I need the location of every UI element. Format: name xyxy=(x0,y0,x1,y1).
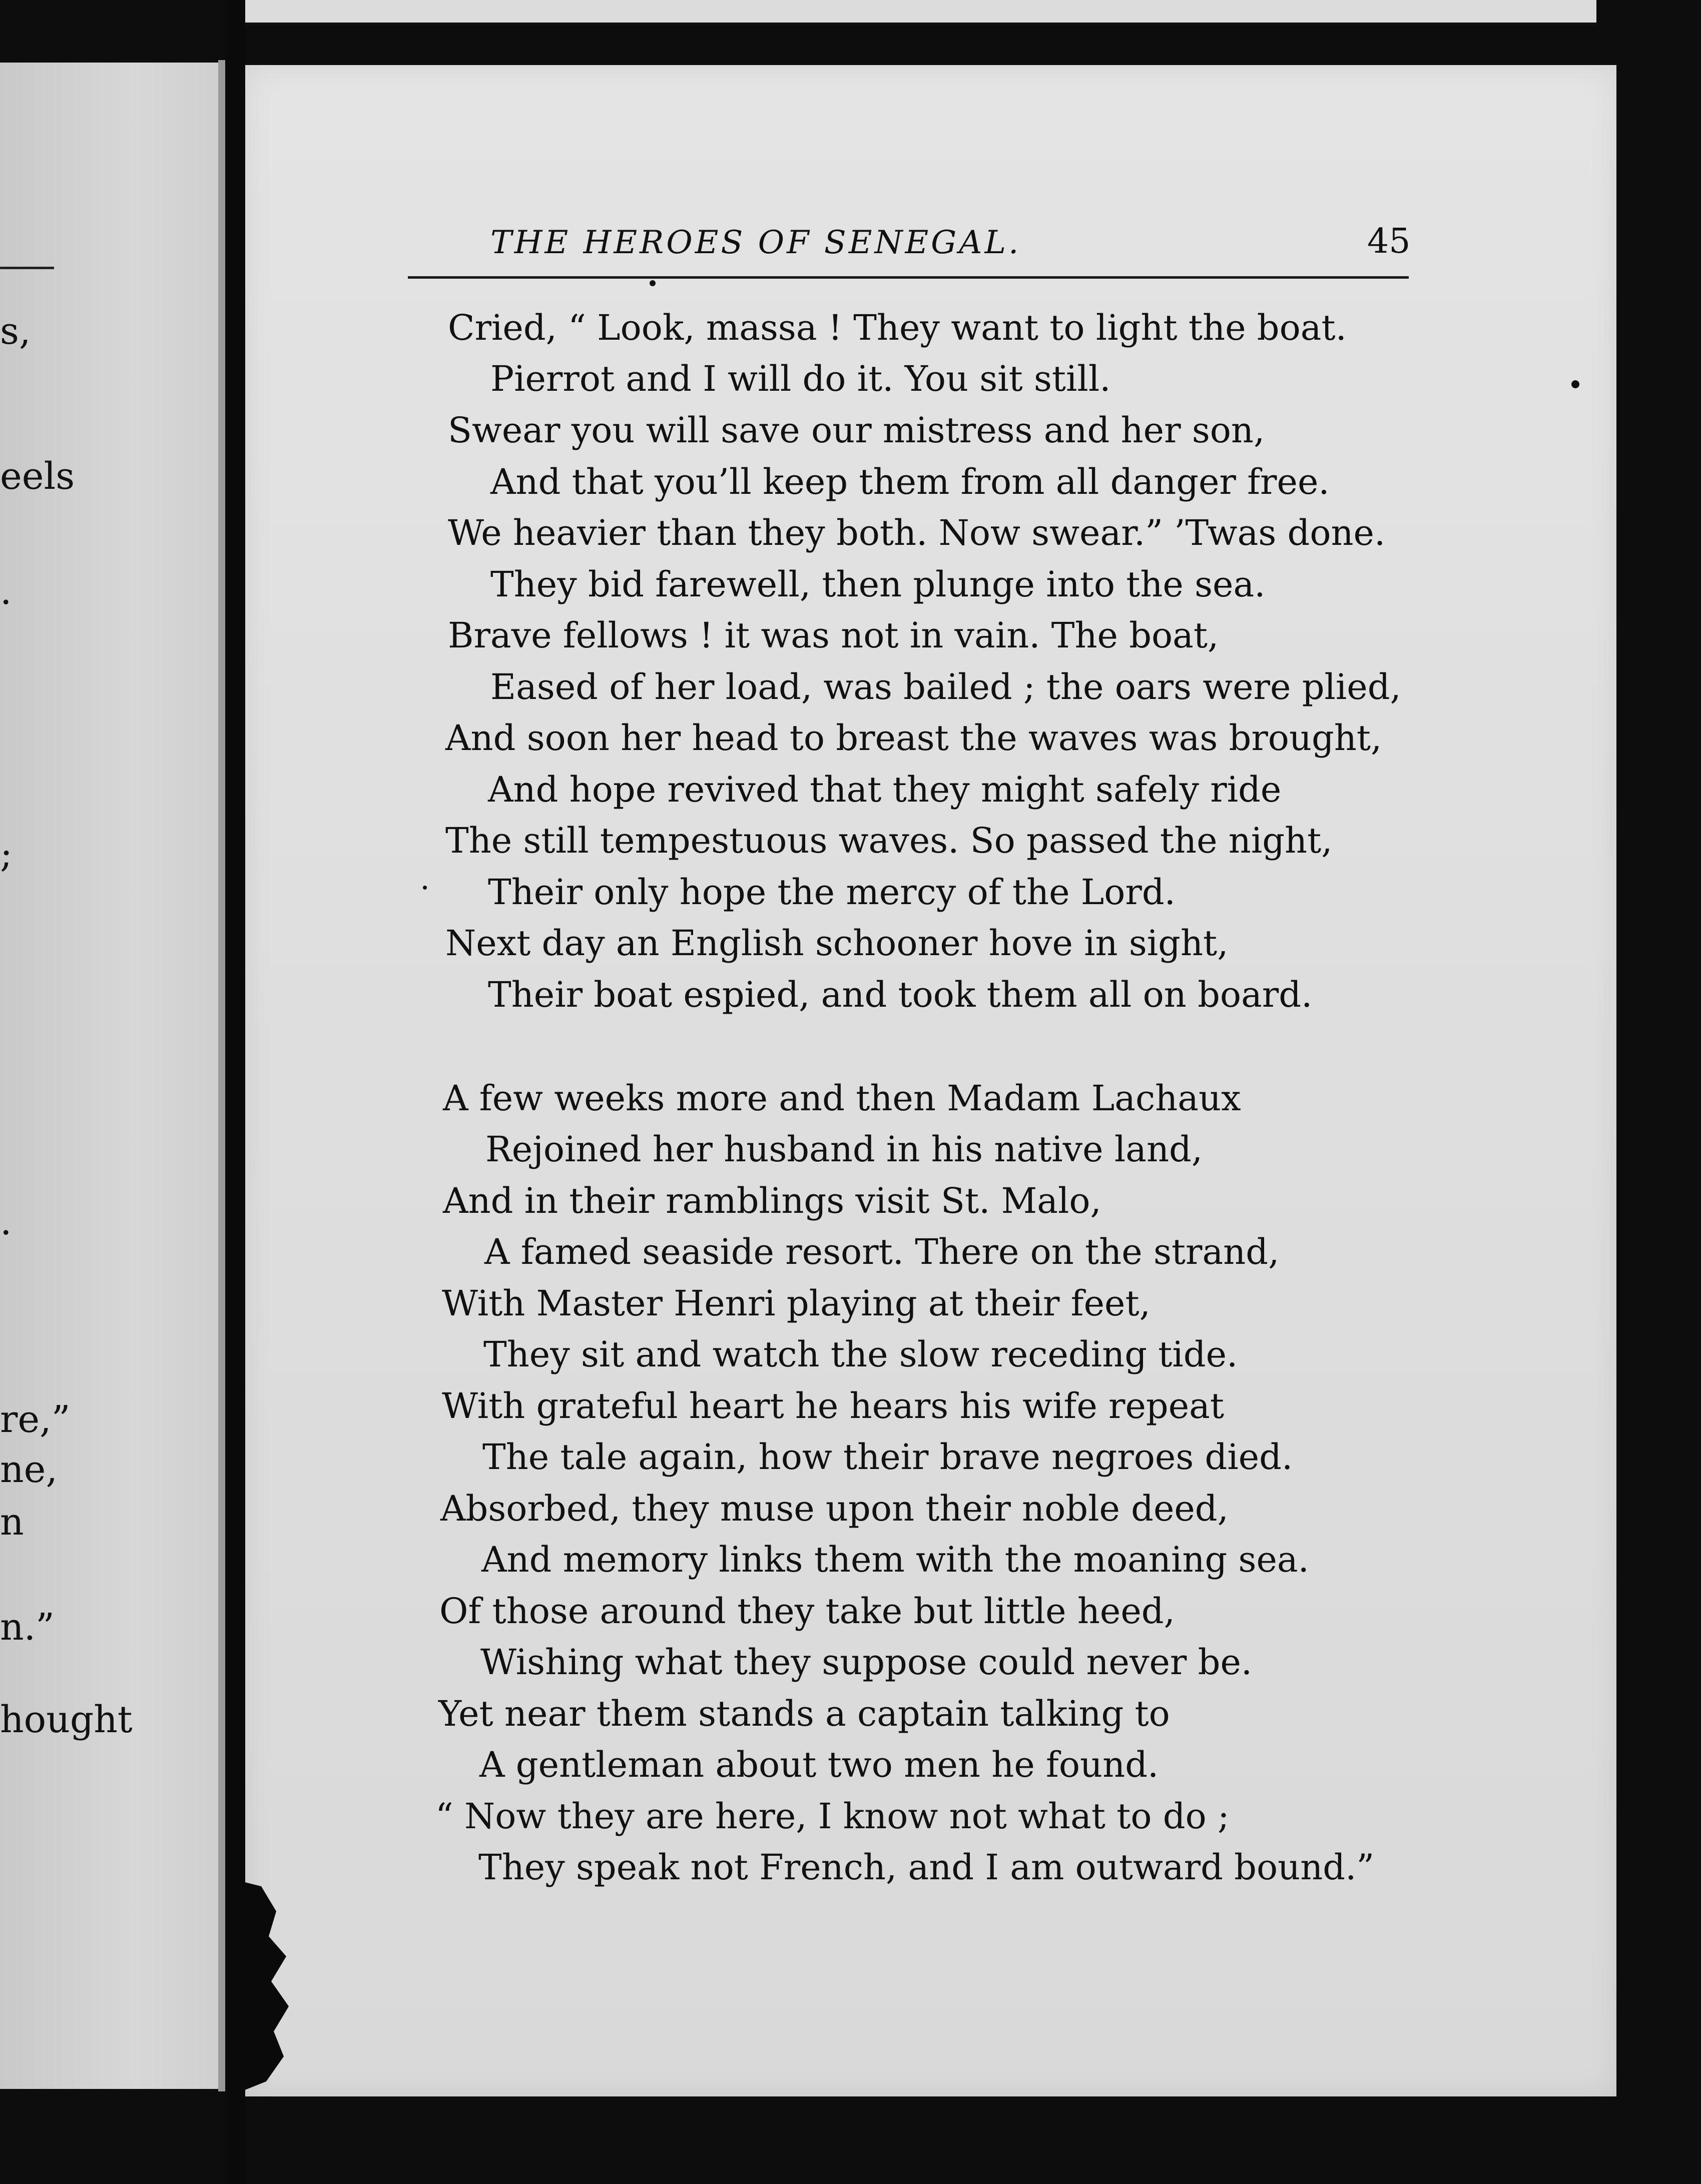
verse-line: They bid farewell, then plunge into the sea. xyxy=(490,564,1266,605)
verse-line: Pierrot and I will do it. You sit still. xyxy=(490,358,1111,399)
verse-line: And that you’ll keep them from all danger free. xyxy=(490,461,1330,502)
spine-edge xyxy=(218,60,225,2091)
verse-line: They sit and watch the slow receding tide. xyxy=(483,1334,1238,1375)
book-page xyxy=(245,65,1616,2096)
poem-text xyxy=(245,65,1616,2096)
verse-line: Absorbed, they muse upon their noble deed, xyxy=(440,1488,1229,1529)
verse-line: Of those around they take but little heed, xyxy=(439,1591,1175,1632)
facing-page-rule xyxy=(0,267,54,269)
facing-fragment: . xyxy=(0,1200,12,1243)
scan-speck xyxy=(423,886,427,890)
verse-line: Their only hope the mercy of the Lord. xyxy=(488,872,1176,913)
verse-line: With grateful heart he hears his wife repeat xyxy=(442,1385,1225,1426)
verse-line: Cried, “ Look, massa ! They want to light the boat. xyxy=(448,307,1347,348)
verse-line: Brave fellows ! it was not in vain. The boat, xyxy=(448,615,1219,656)
verse-line: “ Now they are here, I know not what to do ; xyxy=(435,1796,1230,1837)
facing-fragment: ne, xyxy=(0,1448,58,1491)
facing-fragment: . xyxy=(0,570,12,613)
verse-line: And hope revived that they might safely ride xyxy=(488,769,1282,810)
verse-line: And in their ramblings visit St. Malo, xyxy=(443,1180,1101,1221)
verse-line: The tale again, how their brave negroes died. xyxy=(482,1436,1293,1478)
verse-line: With Master Henri playing at their feet, xyxy=(442,1283,1151,1324)
scan-speck xyxy=(1571,380,1579,388)
running-head-title: THE HEROES OF SENEGAL. xyxy=(490,224,1021,261)
verse-line: And soon her head to breast the waves was brought, xyxy=(445,717,1382,759)
verse-line: We heavier than they both. Now swear.” ’Twas done. xyxy=(448,512,1386,553)
facing-fragment: s, xyxy=(0,310,31,353)
verse-line: Rejoined her husband in his native land, xyxy=(485,1129,1203,1170)
torn-edge xyxy=(241,1881,306,2091)
verse-line: A famed seaside resort. There on the strand, xyxy=(484,1231,1280,1272)
verse-line: Wishing what they suppose could never be. xyxy=(480,1642,1253,1683)
facing-fragment: hought xyxy=(0,1698,133,1741)
verse-line: Yet near them stands a captain talking to xyxy=(438,1693,1170,1734)
book-spine xyxy=(225,0,245,2184)
verse-line: Swear you will save our mistress and her son, xyxy=(448,410,1265,451)
page-number: 45 xyxy=(1367,222,1411,261)
verse-line: A gentleman about two men he found. xyxy=(479,1744,1159,1785)
verse-line: And memory links them with the moaning sea. xyxy=(481,1539,1309,1580)
verse-line: Next day an English schooner hove in sight, xyxy=(445,923,1229,964)
verse-line: The still tempestuous waves. So passed the night, xyxy=(445,820,1333,861)
facing-fragment: n xyxy=(0,1501,24,1544)
facing-page-fragment xyxy=(0,63,225,2089)
verse-line: A few weeks more and then Madam Lachaux xyxy=(443,1078,1241,1119)
verse-line: They speak not French, and I am outward bound.” xyxy=(478,1847,1375,1888)
facing-fragment: n.” xyxy=(0,1606,55,1649)
facing-fragment: ; xyxy=(0,833,13,876)
scan-speck xyxy=(650,280,656,286)
previous-page-edge xyxy=(228,0,1596,26)
facing-fragment: eels xyxy=(0,455,75,498)
verse-line: Eased of her load, was bailed ; the oars were plied, xyxy=(490,666,1401,707)
facing-fragment: re,” xyxy=(0,1398,71,1441)
verse-line: Their boat espied, and took them all on board. xyxy=(488,974,1313,1015)
